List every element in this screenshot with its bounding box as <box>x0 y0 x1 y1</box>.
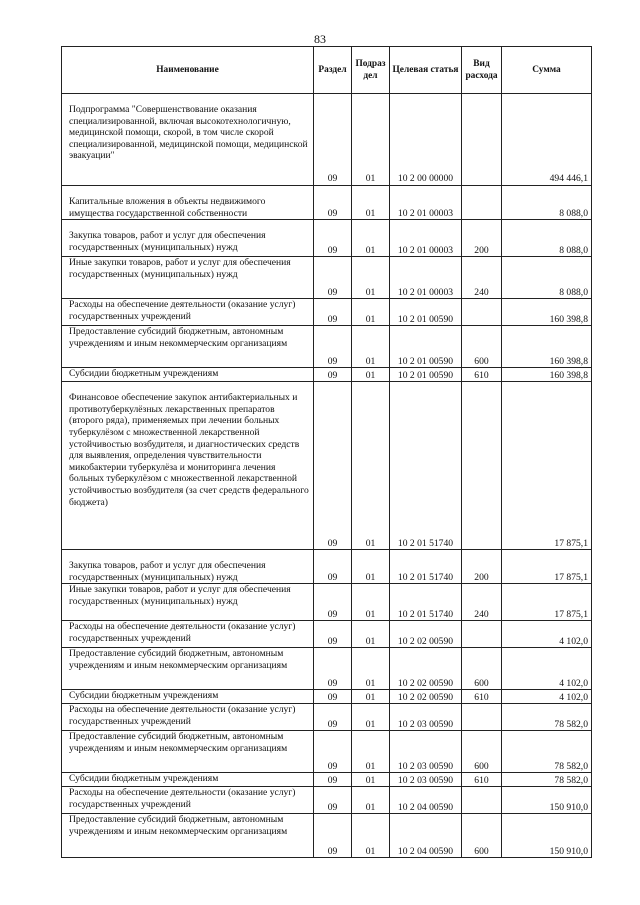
row-name-text: Капитальные вложения в объекты недвижимого имущества государственной собственности <box>69 196 266 219</box>
table-row <box>62 326 592 368</box>
row-target: 10 2 01 51740 <box>390 382 462 550</box>
row-name <box>62 814 314 858</box>
table-row <box>62 257 592 299</box>
row-name-text: Закупка товаров, работ и услуг для обеспечения государственных (муниципальных) нужд <box>69 230 266 253</box>
row-sum: 8 088,0 <box>502 220 592 257</box>
row-section: 09 <box>314 773 352 787</box>
row-section: 09 <box>314 186 352 220</box>
row-target: 10 2 01 00003 <box>390 186 462 220</box>
row-target: 10 2 04 00590 <box>390 814 462 858</box>
row-name-text: Предоставление субсидий бюджетным, автономным учреждениям и иным некоммерческим организациям <box>69 814 288 837</box>
table-row <box>62 550 592 584</box>
row-name-text: Финансовое обеспечение закупок антибактериальных и противотуберкулёзных лекарственных препаратов (второго ряда), применяемых при лечении больных туберкулёзом с множественной лекарственной устойчивостью возбудителя, и диагностических средств для выявления, определения чувствительности микобактерии туберкулёза и мониторинга лечения больных туберкулёзом с множественной лекарственной устойчивостью возбудителя (за счет средств федерального бюджета) <box>69 392 309 508</box>
page-number: 83 <box>314 32 326 46</box>
row-type: 240 <box>462 257 502 299</box>
row-subsection: 01 <box>352 731 390 773</box>
row-name-text: Предоставление субсидий бюджетным, автономным учреждениям и иным некоммерческим организациям <box>69 326 288 349</box>
row-sum: 4 102,0 <box>502 648 592 690</box>
table-row <box>62 773 592 787</box>
row-name <box>62 94 314 186</box>
header-name: Наименование <box>62 47 314 94</box>
row-section: 09 <box>314 299 352 326</box>
row-name <box>62 382 314 550</box>
row-name <box>62 186 314 220</box>
row-section: 09 <box>314 368 352 382</box>
row-name-text: Субсидии бюджетным учреждениям <box>69 690 219 702</box>
row-type: 200 <box>462 220 502 257</box>
row-type <box>462 382 502 550</box>
table-row <box>62 299 592 326</box>
table-row <box>62 690 592 704</box>
row-name-text: Расходы на обеспечение деятельности (оказание услуг) государственных учреждений <box>69 621 296 644</box>
row-sum: 8 088,0 <box>502 257 592 299</box>
row-type: 600 <box>462 814 502 858</box>
row-section: 09 <box>314 584 352 621</box>
row-name <box>62 704 314 731</box>
row-target: 10 2 01 51740 <box>390 584 462 621</box>
table-row <box>62 731 592 773</box>
row-type: 240 <box>462 584 502 621</box>
table-row <box>62 382 592 550</box>
row-name-text: Предоставление субсидий бюджетным, автономным учреждениям и иным некоммерческим организациям <box>69 731 288 754</box>
row-subsection: 01 <box>352 773 390 787</box>
row-name-text: Субсидии бюджетным учреждениям <box>69 773 219 785</box>
row-subsection: 01 <box>352 257 390 299</box>
row-name <box>62 584 314 621</box>
row-section: 09 <box>314 220 352 257</box>
row-sum: 17 875,1 <box>502 550 592 584</box>
row-name <box>62 257 314 299</box>
row-type: 610 <box>462 368 502 382</box>
row-subsection: 01 <box>352 787 390 814</box>
row-section: 09 <box>314 731 352 773</box>
row-name <box>62 220 314 257</box>
row-name-text: Иные закупки товаров, работ и услуг для обеспечения государственных (муниципальных) нужд <box>69 257 291 280</box>
row-subsection: 01 <box>352 704 390 731</box>
row-name-text: Субсидии бюджетным учреждениям <box>69 368 219 380</box>
row-section: 09 <box>314 690 352 704</box>
row-subsection: 01 <box>352 326 390 368</box>
row-subsection: 01 <box>352 382 390 550</box>
row-type: 600 <box>462 326 502 368</box>
row-subsection: 01 <box>352 690 390 704</box>
row-sum: 78 582,0 <box>502 731 592 773</box>
row-subsection: 01 <box>352 584 390 621</box>
row-target: 10 2 01 00003 <box>390 220 462 257</box>
row-target: 10 2 01 51740 <box>390 550 462 584</box>
table-row <box>62 584 592 621</box>
row-sum: 4 102,0 <box>502 690 592 704</box>
row-type <box>462 621 502 648</box>
table-row <box>62 220 592 257</box>
row-name <box>62 690 314 704</box>
row-section: 09 <box>314 94 352 186</box>
row-section: 09 <box>314 550 352 584</box>
table-header-row <box>62 47 592 94</box>
table-row <box>62 621 592 648</box>
row-name <box>62 787 314 814</box>
row-target: 10 2 02 00590 <box>390 690 462 704</box>
row-type: 600 <box>462 731 502 773</box>
row-name-text: Закупка товаров, работ и услуг для обеспечения государственных (муниципальных) нужд <box>69 560 266 583</box>
header-type: Вид расхода <box>462 47 502 94</box>
table-row <box>62 368 592 382</box>
row-type: 600 <box>462 648 502 690</box>
row-type <box>462 94 502 186</box>
row-name-text: Расходы на обеспечение деятельности (оказание услуг) государственных учреждений <box>69 299 296 322</box>
row-type: 610 <box>462 773 502 787</box>
row-sum: 17 875,1 <box>502 584 592 621</box>
row-name-text: Расходы на обеспечение деятельности (оказание услуг) государственных учреждений <box>69 704 296 727</box>
row-name <box>62 326 314 368</box>
row-sum: 150 910,0 <box>502 787 592 814</box>
row-type: 610 <box>462 690 502 704</box>
row-type: 200 <box>462 550 502 584</box>
row-sum: 78 582,0 <box>502 704 592 731</box>
row-target: 10 2 04 00590 <box>390 787 462 814</box>
header-subsection: Подраз дел <box>352 47 390 94</box>
header-target: Целевая статья <box>390 47 462 94</box>
row-subsection: 01 <box>352 814 390 858</box>
row-name-text: Предоставление субсидий бюджетным, автономным учреждениям и иным некоммерческим организациям <box>69 648 288 671</box>
row-type <box>462 299 502 326</box>
row-section: 09 <box>314 648 352 690</box>
row-name <box>62 621 314 648</box>
table-row <box>62 704 592 731</box>
table-row <box>62 186 592 220</box>
row-subsection: 01 <box>352 299 390 326</box>
row-target: 10 2 01 00590 <box>390 299 462 326</box>
row-name <box>62 773 314 787</box>
row-target: 10 2 02 00590 <box>390 621 462 648</box>
row-sum: 17 875,1 <box>502 382 592 550</box>
budget-table <box>61 46 592 858</box>
row-subsection: 01 <box>352 368 390 382</box>
row-name-text: Иные закупки товаров, работ и услуг для обеспечения государственных (муниципальных) нужд <box>69 584 291 607</box>
row-name <box>62 299 314 326</box>
row-subsection: 01 <box>352 550 390 584</box>
row-sum: 150 910,0 <box>502 814 592 858</box>
row-section: 09 <box>314 787 352 814</box>
row-subsection: 01 <box>352 621 390 648</box>
row-sum: 160 398,8 <box>502 326 592 368</box>
row-target: 10 2 00 00000 <box>390 94 462 186</box>
row-subsection: 01 <box>352 220 390 257</box>
row-target: 10 2 03 00590 <box>390 731 462 773</box>
table-row <box>62 814 592 858</box>
row-sum: 78 582,0 <box>502 773 592 787</box>
row-section: 09 <box>314 257 352 299</box>
row-subsection: 01 <box>352 648 390 690</box>
row-section: 09 <box>314 621 352 648</box>
row-section: 09 <box>314 704 352 731</box>
row-target: 10 2 01 00003 <box>390 257 462 299</box>
row-sum: 494 446,1 <box>502 94 592 186</box>
row-sum: 4 102,0 <box>502 621 592 648</box>
row-target: 10 2 01 00590 <box>390 368 462 382</box>
row-type <box>462 787 502 814</box>
row-name-text: Расходы на обеспечение деятельности (оказание услуг) государственных учреждений <box>69 787 296 810</box>
row-section: 09 <box>314 814 352 858</box>
row-target: 10 2 03 00590 <box>390 704 462 731</box>
row-subsection: 01 <box>352 94 390 186</box>
row-sum: 160 398,8 <box>502 299 592 326</box>
row-type <box>462 186 502 220</box>
row-sum: 8 088,0 <box>502 186 592 220</box>
row-target: 10 2 03 00590 <box>390 773 462 787</box>
row-target: 10 2 01 00590 <box>390 326 462 368</box>
row-section: 09 <box>314 326 352 368</box>
row-name <box>62 368 314 382</box>
row-section: 09 <box>314 382 352 550</box>
row-type <box>462 704 502 731</box>
header-sum: Сумма <box>502 47 592 94</box>
table-row <box>62 94 592 186</box>
row-sum: 160 398,8 <box>502 368 592 382</box>
row-name-text: Подпрограмма "Совершенствование оказания специализированной, включая высокотехнологичную, медицинской помощи, скорой, в том числе скорой специализированной, медицинской помощи, медицинской эвакуации" <box>69 104 308 162</box>
row-target: 10 2 02 00590 <box>390 648 462 690</box>
table-row <box>62 787 592 814</box>
row-name <box>62 731 314 773</box>
row-name <box>62 648 314 690</box>
table-row <box>62 648 592 690</box>
row-name <box>62 550 314 584</box>
row-subsection: 01 <box>352 186 390 220</box>
header-section: Раздел <box>314 47 352 94</box>
